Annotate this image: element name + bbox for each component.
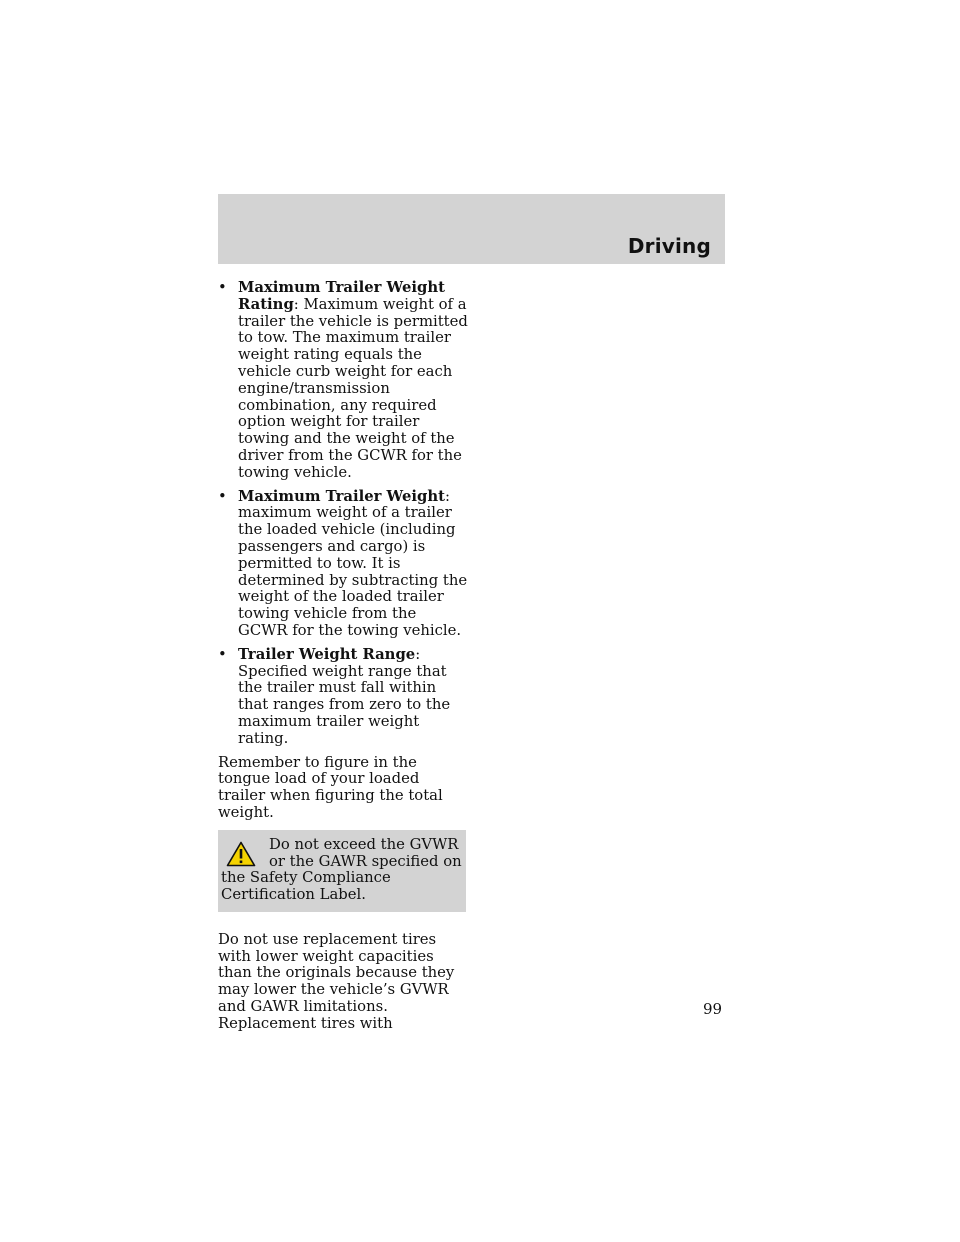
warning-text-rest: the Safety Compliance Certification Label. bbox=[221, 869, 391, 904]
bullet-term: Maximum Trailer Weight Rating bbox=[238, 279, 445, 313]
paragraph-tongue-load: Remember to figure in the tongue load of your loaded trailer when figuring the total weight. bbox=[218, 753, 443, 821]
bullet-marker: • bbox=[218, 645, 227, 663]
paragraph-replacement-tires: Do not use replacement tires with lower weight capacities than the originals because they may lower the vehicle’s GVWR and GAWR limitations. Replacement tires with bbox=[218, 930, 455, 1032]
warning-text-line-2: or the GAWR specified on bbox=[269, 852, 462, 870]
bullet-term: Trailer Weight Range bbox=[238, 645, 416, 663]
bullet-text: : maximum weight of a trailer the loaded vehicle (including passengers and cargo) is permitted to tow. It is determined by subtracting the weight of the loaded trailer towing vehicle from the GCWR for the towing vehicle. bbox=[238, 487, 468, 639]
bullet-text: : Maximum weight of a trailer the vehicle is permitted to tow. The maximum trailer weight rating equals the vehicle curb weight for each engine/transmission combination, any required option weight for trailer towing and the weight of the driver from the GCWR for the towing vehicle. bbox=[238, 295, 468, 481]
bullet-item-trailer-weight-range bbox=[218, 647, 470, 748]
warning-text-line-1: Do not exceed the GVWR bbox=[269, 835, 459, 853]
page-number: 99 bbox=[703, 1000, 723, 1018]
bullet-item-max-trailer-weight-rating bbox=[218, 280, 470, 482]
bullet-term: Maximum Trailer Weight bbox=[238, 487, 445, 505]
bullet-marker: • bbox=[218, 487, 227, 505]
bullet-text: : Specified weight range that the trailer must fall within that ranges from zero to the maximum trailer weight rating. bbox=[238, 645, 451, 747]
page-content bbox=[218, 280, 470, 1041]
section-title: Driving bbox=[627, 234, 711, 258]
bullet-item-max-trailer-weight bbox=[218, 489, 470, 640]
warning-box bbox=[218, 830, 466, 912]
warning-triangle-icon bbox=[226, 841, 256, 867]
bullet-marker: • bbox=[218, 279, 227, 296]
section-header-band bbox=[218, 194, 725, 264]
